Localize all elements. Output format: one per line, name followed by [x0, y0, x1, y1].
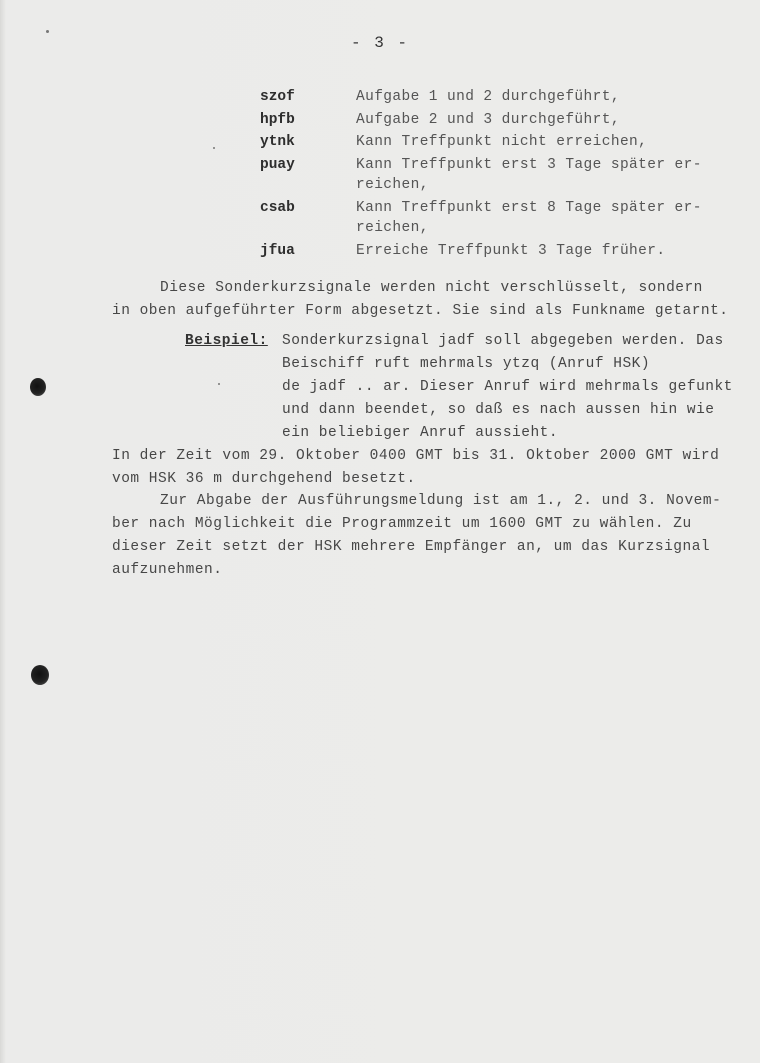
code-meaning: Kann Treffpunkt erst 3 Tage später er- reichen, [356, 156, 702, 193]
code-row [260, 198, 730, 239]
code-key: hpfb [260, 111, 295, 128]
example-label: Beispiel: [185, 333, 268, 349]
code-meaning: Kann Treffpunkt erst 8 Tage später er- reichen, [356, 199, 702, 236]
signal-code-list [260, 87, 730, 263]
code-key: jfua [260, 242, 295, 259]
code-meaning: Aufgabe 2 und 3 durchgeführt, [356, 111, 620, 128]
code-key: szof [260, 89, 295, 105]
code-key: ytnk [260, 134, 295, 150]
code-meaning: Aufgabe 1 und 2 durchgeführt, [356, 89, 620, 105]
paragraph-text: Diese Sonderkurzsignale werden nicht verschlüsselt, sondern in oben aufgeführter Form abgesetzt. Sie sind als Funkname getarnt. [112, 280, 729, 319]
paragraph-watch-period: In der Zeit vom 29. Oktober 0400 GMT bis 31. Oktober 2000 GMT wird vom HSK 36 m durchgehend besetzt. [112, 448, 720, 487]
paragraph-encryption-note [112, 277, 742, 323]
code-key: csab [260, 199, 295, 216]
paper-speck [46, 30, 49, 33]
punch-hole-mark [31, 665, 49, 685]
code-meaning: Kann Treffpunkt nicht erreichen, [356, 134, 648, 150]
code-key: puay [260, 156, 295, 173]
code-row [260, 110, 730, 131]
paper-speck [213, 147, 215, 149]
example-text: Sonderkurzsignal jadf soll abgegeben werden. Das Beischiff ruft mehrmals ytzq (Anruf HSK) de jadf .. ar. Dieser Anruf wird mehrmals gefunkt und dann beendet, so daß es nach aussen hin wie ein beliebiger Anruf aussieht. [282, 333, 733, 441]
code-row [260, 132, 730, 153]
code-row [260, 241, 730, 262]
code-row [260, 155, 730, 196]
page-number: - 3 - [350, 34, 409, 52]
punch-hole-mark [30, 378, 46, 396]
paper-speck [218, 383, 220, 385]
code-row [260, 87, 730, 108]
code-meaning: Erreiche Treffpunkt 3 Tage früher. [356, 242, 666, 259]
paragraph-execution-report [112, 490, 742, 582]
paragraph-text: Zur Abgabe der Ausführungsmeldung ist am 1., 2. und 3. Novem- ber nach Möglichkeit die Programmzeit um 1600 GMT zu wählen. Zu dieser Zeit setzt der HSK mehrere Empfänger an, um das Kurzsignal aufzunehmen. [112, 493, 722, 578]
